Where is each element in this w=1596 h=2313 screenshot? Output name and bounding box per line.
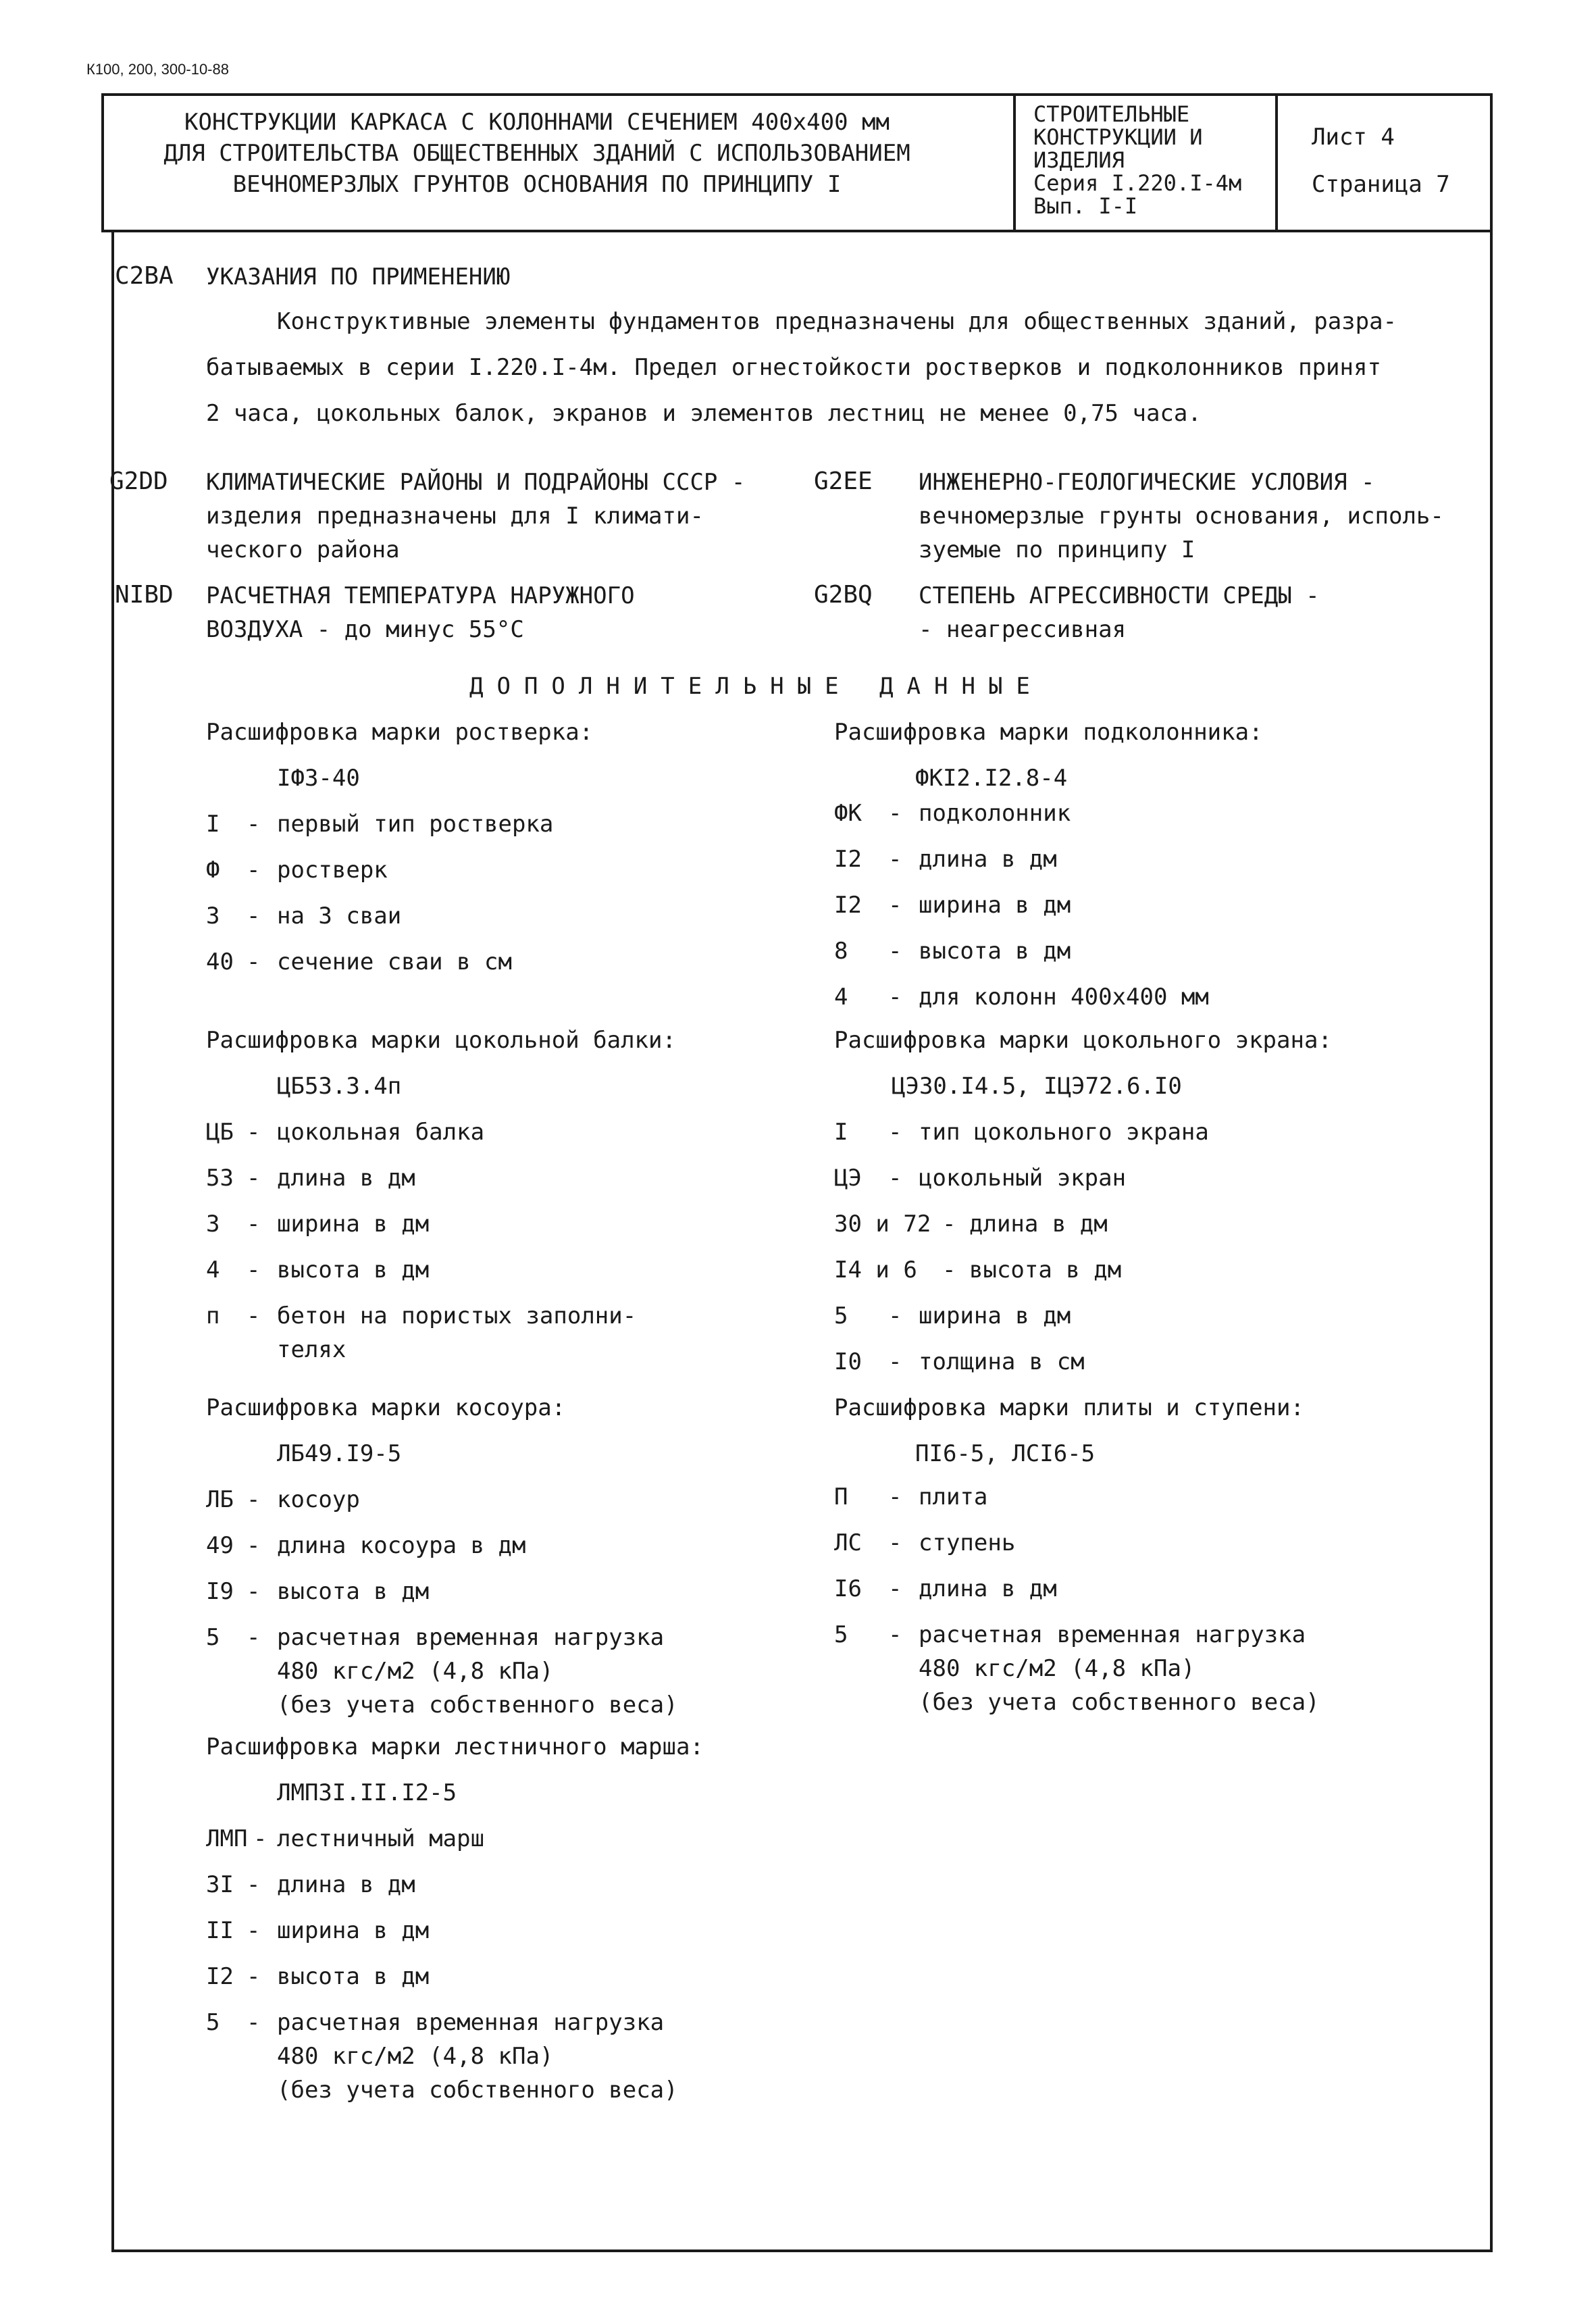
item-value: высота в дм xyxy=(277,1256,430,1283)
aggressiveness-code: G2BQ xyxy=(814,581,873,609)
header-series xyxy=(1033,103,1263,218)
header-title-line: КОНСТРУКЦИИ КАРКАСА С КОЛОННАМИ СЕЧЕНИЕМ 400х400 мм xyxy=(184,109,890,136)
header-title-line: ДЛЯ СТРОИТЕЛЬСТВА ОБЩЕСТВЕННЫХ ЗДАНИЙ С ИСПОЛЬЗОВАНИЕМ xyxy=(163,140,910,167)
frame-top xyxy=(101,93,1493,96)
item-key: 49 xyxy=(206,1532,234,1559)
section-heading: Расшифровка марки косоура: xyxy=(206,1394,566,1421)
item-key: 5 xyxy=(834,1302,848,1329)
item-key: ЛБ xyxy=(206,1486,234,1513)
item-value: ширина в дм xyxy=(277,1917,430,1944)
item-dash: - xyxy=(247,1624,261,1651)
item-value-continued: (без учета собственного веса) xyxy=(277,1692,678,1719)
item-dash: - xyxy=(253,1825,267,1852)
geology-line: зуемые по принципу I xyxy=(919,536,1195,563)
header-title xyxy=(101,107,973,200)
frame-right xyxy=(1490,93,1493,2252)
item-value: высота в дм xyxy=(919,938,1071,965)
section-heading: Расшифровка марки лестничного марша: xyxy=(206,1733,704,1760)
item-value: высота в дм xyxy=(969,1256,1122,1283)
item-key: п xyxy=(206,1302,220,1329)
item-key: I2 xyxy=(834,892,862,919)
item-dash: - xyxy=(247,903,261,930)
item-dash: - xyxy=(247,1211,261,1238)
section-mark: ЛБ49.I9-5 xyxy=(277,1440,402,1467)
section-mark: ФКI2.I2.8-4 xyxy=(915,765,1068,792)
geology-line: ИНЖЕНЕРНО-ГЕОЛОГИЧЕСКИЕ УСЛОВИЯ - xyxy=(919,469,1375,496)
item-value: расчетная временная нагрузка xyxy=(277,2009,665,2036)
header-divider-1 xyxy=(1013,93,1016,232)
item-key: ФК xyxy=(834,800,862,827)
item-dash: - xyxy=(247,1119,261,1146)
item-value: бетон на пористых заполни- xyxy=(277,1302,637,1329)
frame-left-lower xyxy=(111,231,114,2251)
item-value: цокольная балка xyxy=(277,1119,485,1146)
item-key: I9 xyxy=(206,1578,234,1605)
item-value: высота в дм xyxy=(277,1963,430,1990)
header-bottom-line xyxy=(101,230,1493,232)
item-key: 5 xyxy=(206,2009,220,2036)
climate-line: изделия предназначены для I климати- xyxy=(206,503,704,530)
item-value: сечение сваи в см xyxy=(277,948,512,975)
item-value: тип цокольного экрана xyxy=(919,1119,1209,1146)
item-key: I xyxy=(206,811,220,838)
item-dash: - xyxy=(247,1486,261,1513)
item-dash: - xyxy=(247,1963,261,1990)
item-key: I6 xyxy=(834,1575,862,1602)
item-dash: - xyxy=(247,1302,261,1329)
item-dash: - xyxy=(888,1165,902,1192)
section-heading: Расшифровка марки ростверка: xyxy=(206,719,594,746)
item-value-continued: телях xyxy=(277,1336,346,1363)
item-value: на 3 сваи xyxy=(277,903,402,930)
extra-data-title: ДОПОЛНИТЕЛЬНЫЕ ДАННЫЕ xyxy=(469,673,1044,700)
item-dash: - xyxy=(888,1575,902,1602)
item-dash: - xyxy=(247,1917,261,1944)
application-code: C2BA xyxy=(115,262,174,290)
item-key: 8 xyxy=(834,938,848,965)
item-key: 3I xyxy=(206,1871,234,1898)
section-heading: Расшифровка марки подколонника: xyxy=(834,719,1263,746)
item-key: ЦБ xyxy=(206,1119,234,1146)
item-dash: - xyxy=(888,1483,902,1510)
item-value-continued: 480 кгс/м2 (4,8 кПа) xyxy=(277,1658,554,1685)
header-sheet-block xyxy=(1312,113,1450,208)
climate-line: ческого района xyxy=(206,536,400,563)
item-value: длина в дм xyxy=(969,1211,1108,1238)
temperature-line: РАСЧЕТНАЯ ТЕМПЕРАТУРА НАРУЖНОГО xyxy=(206,582,635,609)
item-key: I2 xyxy=(206,1963,234,1990)
item-dash: - xyxy=(247,1532,261,1559)
series-line: Вып. I-I xyxy=(1033,193,1138,219)
item-value: ступень xyxy=(919,1529,1016,1556)
item-dash: - xyxy=(247,1871,261,1898)
section-mark: ЛМП3I.II.I2-5 xyxy=(277,1779,457,1806)
item-value: длина в дм xyxy=(277,1871,415,1898)
item-dash: - xyxy=(247,948,261,975)
aggressiveness-line: СТЕПЕНЬ АГРЕССИВНОСТИ СРЕДЫ - xyxy=(919,582,1320,609)
item-value: расчетная временная нагрузка xyxy=(919,1621,1306,1648)
item-key: ЛМП xyxy=(206,1825,248,1852)
item-value: плита xyxy=(919,1483,988,1510)
item-value: лестничный марш xyxy=(277,1825,485,1852)
section-mark: IФ3-40 xyxy=(277,765,360,792)
frame-bottom xyxy=(111,2250,1493,2252)
item-key: 4 xyxy=(834,984,848,1011)
item-value: ширина в дм xyxy=(919,892,1071,919)
item-key: I xyxy=(834,1119,848,1146)
item-dash: - xyxy=(942,1211,956,1238)
item-dash: - xyxy=(888,1529,902,1556)
item-value: ширина в дм xyxy=(919,1302,1071,1329)
item-dash: - xyxy=(888,1302,902,1329)
item-value: ширина в дм xyxy=(277,1211,430,1238)
item-value: высота в дм xyxy=(277,1578,430,1605)
document-code: К100, 200, 300-10-88 xyxy=(86,61,229,78)
item-dash: - xyxy=(888,1119,902,1146)
item-dash: - xyxy=(247,811,261,838)
sheet-number: Лист 4 xyxy=(1312,124,1395,151)
item-value: длина косоура в дм xyxy=(277,1532,526,1559)
item-dash: - xyxy=(888,800,902,827)
item-key: I4 и 6 xyxy=(834,1256,917,1283)
item-key: I2 xyxy=(834,846,862,873)
item-key: Ф xyxy=(206,857,220,884)
item-key: 5 xyxy=(834,1621,848,1648)
geology-code: G2EE xyxy=(814,467,873,495)
section-heading: Расшифровка марки плиты и ступени: xyxy=(834,1394,1304,1421)
series-line: КОНСТРУКЦИИ И xyxy=(1033,124,1203,150)
item-key: П xyxy=(834,1483,848,1510)
item-dash: - xyxy=(888,1621,902,1648)
item-value: подколонник xyxy=(919,800,1071,827)
item-value: длина в дм xyxy=(919,1575,1057,1602)
item-dash: - xyxy=(247,1578,261,1605)
temperature-line: ВОЗДУХА - до минус 55°С xyxy=(206,616,524,643)
item-key: 5 xyxy=(206,1624,220,1651)
climate-line: КЛИМАТИЧЕСКИЕ РАЙОНЫ И ПОДРАЙОНЫ СССР - xyxy=(206,469,746,496)
aggressiveness-line: - неагрессивная xyxy=(919,616,1127,643)
item-dash: - xyxy=(247,2009,261,2036)
item-key: ЦЭ xyxy=(834,1165,862,1192)
item-dash: - xyxy=(888,984,902,1011)
series-line: СТРОИТЕЛЬНЫЕ xyxy=(1033,101,1190,127)
section-mark: ЦБ53.3.4п xyxy=(277,1073,402,1100)
section-heading: Расшифровка марки цокольной балки: xyxy=(206,1027,676,1054)
climate-code: G2DD xyxy=(109,467,168,495)
item-dash: - xyxy=(247,1256,261,1283)
item-value: ростверк xyxy=(277,857,388,884)
item-key: 3 xyxy=(206,1211,220,1238)
header-divider-2 xyxy=(1275,93,1278,232)
item-dash: - xyxy=(888,846,902,873)
item-key: II xyxy=(206,1917,234,1944)
item-value-continued: (без учета собственного веса) xyxy=(277,2077,678,2104)
series-line: ИЗДЕЛИЯ xyxy=(1033,147,1125,173)
application-text-line: 2 часа, цокольных балок, экранов и элементов лестниц не менее 0,75 часа. xyxy=(206,400,1202,427)
item-value: первый тип ростверка xyxy=(277,811,554,838)
item-value: косоур xyxy=(277,1486,360,1513)
item-key: ЛС xyxy=(834,1529,862,1556)
item-key: 4 xyxy=(206,1256,220,1283)
item-value: длина в дм xyxy=(919,846,1057,873)
item-dash: - xyxy=(247,857,261,884)
item-key: I0 xyxy=(834,1348,862,1375)
item-value: длина в дм xyxy=(277,1165,415,1192)
item-dash: - xyxy=(888,892,902,919)
series-line: Серия I.220.I-4м xyxy=(1033,170,1242,196)
item-value: для колонн 400х400 мм xyxy=(919,984,1209,1011)
item-value-continued: 480 кгс/м2 (4,8 кПа) xyxy=(919,1655,1195,1682)
geology-line: вечномерзлые грунты основания, исполь- xyxy=(919,503,1444,530)
header-title-line: ВЕЧНОМЕРЗЛЫХ ГРУНТОВ ОСНОВАНИЯ ПО ПРИНЦИПУ I xyxy=(232,171,842,198)
section-mark: ЦЭ30.I4.5, IЦЭ72.6.I0 xyxy=(892,1073,1182,1100)
item-value-continued: (без учета собственного веса) xyxy=(919,1689,1320,1716)
item-dash: - xyxy=(247,1165,261,1192)
page-number: Страница 7 xyxy=(1312,171,1450,198)
item-key: 40 xyxy=(206,948,234,975)
item-dash: - xyxy=(888,938,902,965)
item-key: 53 xyxy=(206,1165,234,1192)
item-value-continued: 480 кгс/м2 (4,8 кПа) xyxy=(277,2043,554,2070)
application-text-line: батываемых в серии I.220.I-4м. Предел огнестойкости ростверков и подколонников принят xyxy=(206,354,1381,381)
item-value: толщина в см xyxy=(919,1348,1085,1375)
application-heading: УКАЗАНИЯ ПО ПРИМЕНЕНИЮ xyxy=(206,263,511,290)
item-key: 3 xyxy=(206,903,220,930)
section-mark: ПI6-5, ЛСI6-5 xyxy=(915,1440,1096,1467)
item-dash: - xyxy=(888,1348,902,1375)
item-value: расчетная временная нагрузка xyxy=(277,1624,665,1651)
item-dash: - xyxy=(942,1256,956,1283)
temperature-code: NIBD xyxy=(115,581,174,609)
item-value: цокольный экран xyxy=(919,1165,1127,1192)
application-text-line: Конструктивные элементы фундаментов предназначены для общественных зданий, разра- xyxy=(277,308,1397,335)
section-heading: Расшифровка марки цокольного экрана: xyxy=(834,1027,1332,1054)
item-key: 30 и 72 xyxy=(834,1211,931,1238)
